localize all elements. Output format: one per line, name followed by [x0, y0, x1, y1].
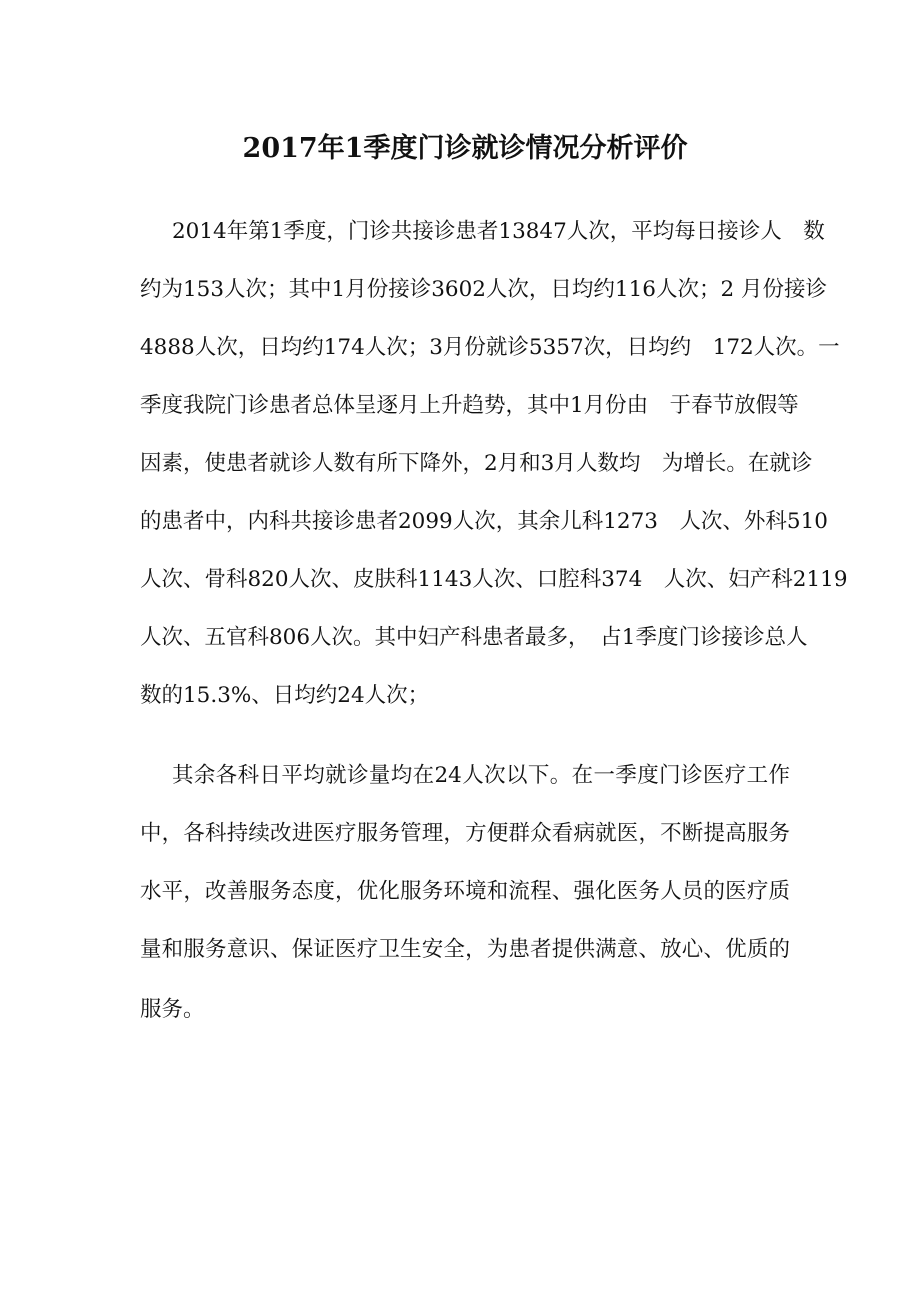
text-line: 季度我院门诊患者总体呈逐月上升趋势，其中1月份由 于春节放假等 — [140, 393, 799, 418]
text-line: 其余各科日平均就诊量均在24人次以下。在一季度门诊医疗工作 — [172, 763, 790, 788]
document-title: 2017年1季度门诊就诊情况分析评价 — [242, 133, 688, 164]
text-line: 人次、骨科820人次、皮肤科1143人次、口腔科374 人次、妇产科2119 — [140, 567, 848, 592]
text-line: 约为153人次；其中1月份接诊3602人次，日均约116人次；2 月份接诊 — [140, 277, 827, 302]
text-line: 数的15.3%、日均约24人次； — [140, 683, 430, 708]
text-line: 人次、五官科806人次。其中妇产科患者最多， 占1季度门诊接诊总人 — [140, 625, 808, 650]
text-line: 4888人次，日均约174人次；3月份就诊5357次，日均约 172人次。一 — [140, 335, 840, 360]
text-line: 2014年第1季度，门诊共接诊患者13847人次，平均每日接诊人 数 — [172, 219, 825, 244]
text-line: 因素，使患者就诊人数有所下降外，2月和3月人数均 为增长。在就诊 — [140, 451, 813, 476]
text-line: 服务。 — [140, 997, 205, 1022]
text-line: 量和服务意识、保证医疗卫生安全，为患者提供满意、放心、优质的 — [140, 937, 790, 962]
text-line: 的患者中，内科共接诊患者2099人次，其余儿科1273 人次、外科510 — [140, 509, 828, 534]
text-line: 中，各科持续改进医疗服务管理，方便群众看病就医，不断提高服务 — [140, 821, 790, 846]
text-line: 水平，改善服务态度，优化服务环境和流程、强化医务人员的医疗质 — [140, 879, 790, 904]
